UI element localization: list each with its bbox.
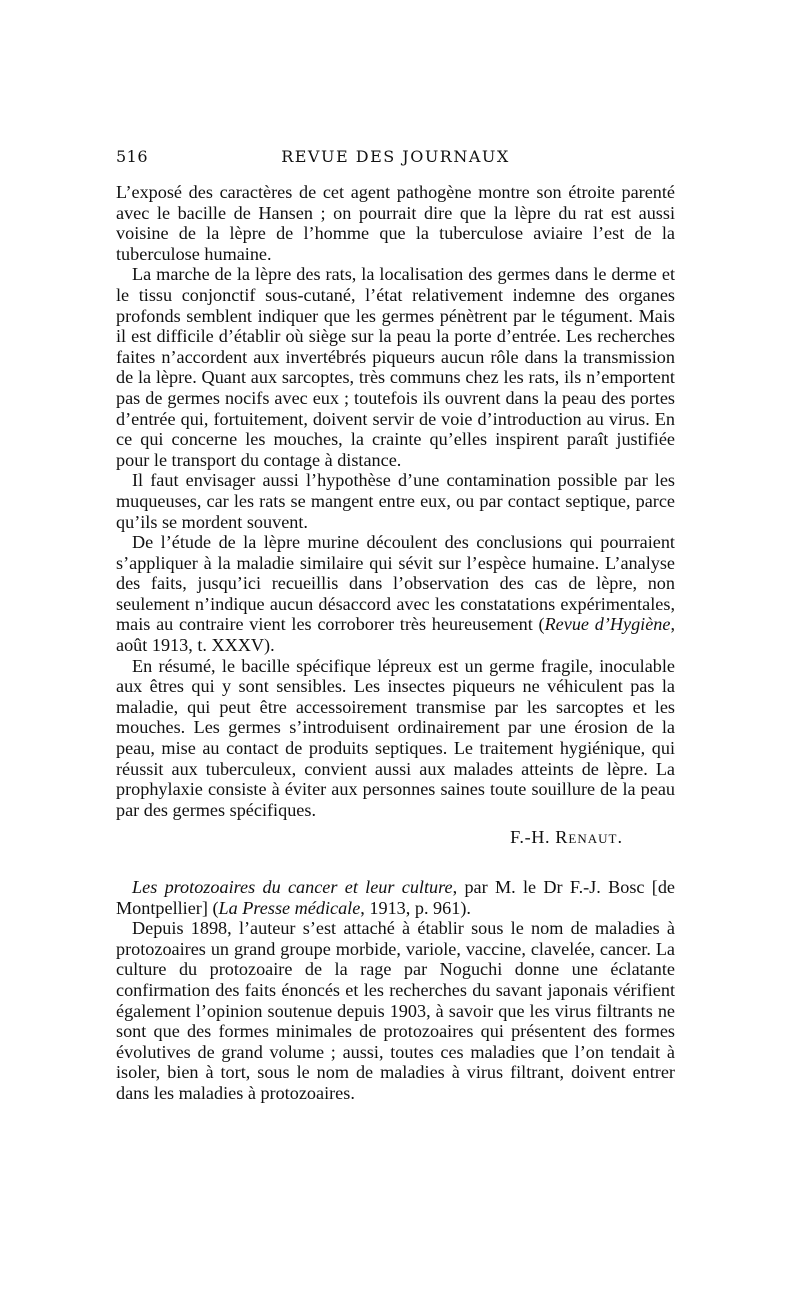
running-head: REVUE DES JOURNAUX bbox=[281, 147, 510, 166]
article2-heading bbox=[116, 877, 675, 918]
article1-paragraph-5: En résumé, le bacille spécifique lépreux est un germe fragile, inoculable aux êtres qui y sont sensibles. Les insectes piqueurs ne véhiculent pas la maladie, qui peut être accessoirement transmise par les sarcoptes et les mouches. Les germes s’introduisent ordinairement par une érosion de la peau, mise au contact de produits septiques. Le traitement hygiénique, qui réussit aux tuberculeux, convient aussi aux malades atteints de lèpre. La prophylaxie consiste à éviter aux personnes saines toute souillure de la peau par des germes spécifiques. bbox=[116, 655, 675, 820]
journal-citation: Revue d’Hygiène bbox=[544, 614, 671, 635]
signature-name: Renaut. bbox=[555, 827, 623, 848]
article2-byline: , par M. le Dr F.-J. Bosc [de Montpellier] ( bbox=[116, 877, 675, 918]
article1-paragraph-4-text: De l’étude de la lèpre murine découlent des conclusions qui pourraient s’appliquer à la maladie similaire qui sévit sur l’espèce humaine. L’analyse des faits, jusqu’ici recueillis dans l’observation des cas de lèpre, non seulement n’indique aucun désaccord avec les constatations expérimentales, mais au contraire vient les corroborer très heureusement ( bbox=[116, 532, 675, 635]
signature-initials: F.-H. bbox=[510, 827, 556, 848]
article1-paragraph-4 bbox=[116, 532, 675, 656]
article1-paragraph-3: Il faut envisager aussi l’hypothèse d’une contamination possible par les muqueuses, car les rats se mangent entre eux, ou par contact septique, parce qu’ils se mordent souvent. bbox=[116, 470, 675, 532]
article-separator bbox=[116, 848, 675, 877]
article2-source-end: , 1913, p. 961). bbox=[360, 897, 471, 918]
article1-paragraph-2: La marche de la lèpre des rats, la localisation des germes dans le derme et le tissu conjonctif sous-cutané, l’état relativement indemne des organes profonds semblent indiquer que les germes pénètrent par le tégument. Mais il est difficile d’établir où siège sur la peau la porte d’entrée. Les recherches faites n’accordent aux invertébrés piqueurs aucun rôle dans la transmission de la lèpre. Quant aux sarcoptes, très communs chez les rats, ils n’emportent pas de germes nocifs avec eux ; toutefois ils ouvrent dans la peau des portes d’entrée qui, fortuitement, doivent servir de voie d’introduction au virus. En ce qui concerne les mouches, la crainte qu’elles inspirent paraît justifiée pour le transport du contage à distance. bbox=[116, 264, 675, 470]
article1-paragraph-4-end: , août 1913, t. XXXV). bbox=[116, 614, 675, 656]
body-text bbox=[116, 182, 675, 1104]
article2-paragraph-1: Depuis 1898, l’auteur s’est attaché à établir sous le nom de maladies à protozoaires un grand groupe morbide, variole, vaccine, clavelée, cancer. La culture du protozoaire de la rage par Noguchi donne une éclatante confirmation des faits énoncés et les recherches du savant japonais vérifient également l’opinion soutenue depuis 1903, à savoir que les virus filtrants ne sont que des formes minimales de protozoaires qui présentent des formes évolutives de grand volume ; aussi, toutes ces maladies que l’on tendait à isoler, bien à tort, sous le nom de maladies à virus filtrant, doivent entrer dans les maladies à protozoaires. bbox=[116, 918, 675, 1103]
article1-paragraph-1: L’exposé des caractères de cet agent pathogène montre son étroite parenté avec le bacille de Hansen ; on pourrait dire que la lèpre du rat est aussi voisine de la lèpre de l’homme que la tuberculose aviaire l’est de la tuberculose humaine. bbox=[116, 182, 675, 264]
article2-title: Les protozoaires du cancer et leur culture bbox=[132, 877, 453, 897]
page-number: 516 bbox=[116, 147, 149, 166]
author-signature bbox=[116, 827, 623, 848]
page-header bbox=[116, 147, 675, 175]
article2-source: La Presse médicale bbox=[218, 897, 361, 918]
